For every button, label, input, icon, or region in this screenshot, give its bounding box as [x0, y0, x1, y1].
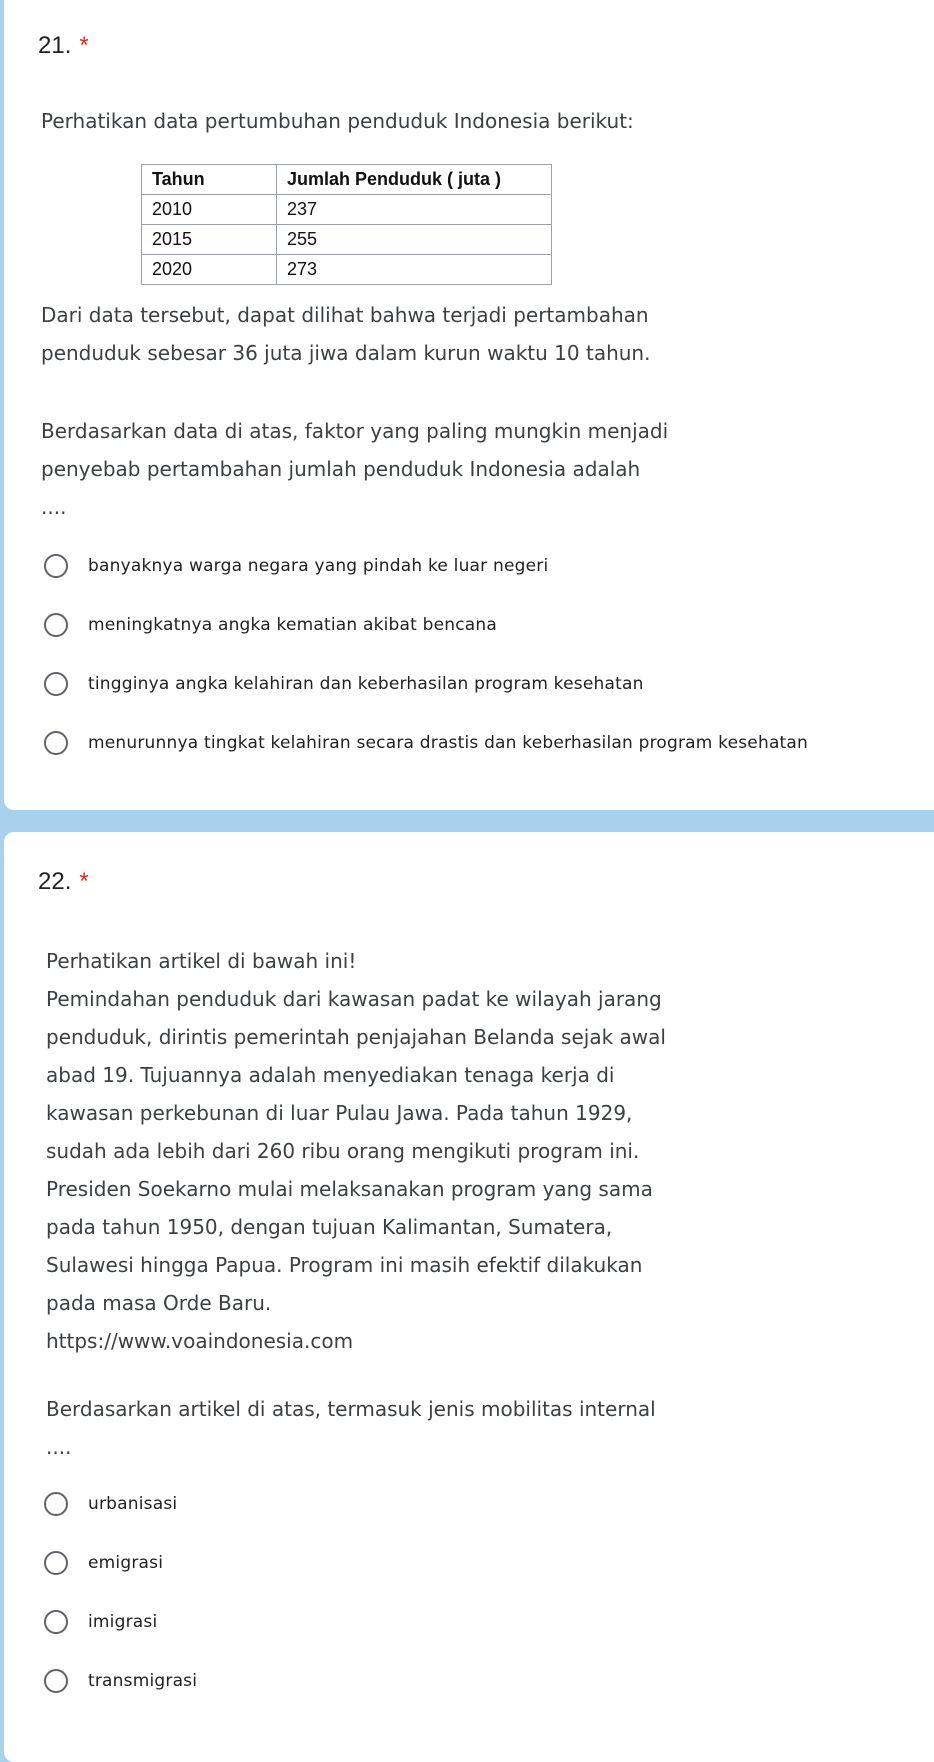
question-21-intro: Perhatikan data pertumbuhan penduduk Indonesia berikut:: [41, 109, 634, 133]
question-22-title: [38, 868, 89, 896]
table-header-row: [142, 165, 552, 195]
option-4[interactable]: [40, 723, 808, 763]
option-label: banyaknya warga negara yang pindah ke luar negeri: [88, 556, 549, 576]
table-cell: 273: [277, 255, 552, 285]
option-label: menurunnya tingkat kelahiran secara drastis dan keberhasilan program kesehatan: [88, 733, 809, 753]
question-number: 22.: [38, 868, 72, 895]
table-row: [142, 255, 552, 285]
option-urbanisasi[interactable]: [40, 1484, 177, 1524]
table-row: [142, 195, 552, 225]
text-line: kawasan perkebunan di luar Pulau Jawa. Pada tahun 1929,: [46, 1101, 633, 1125]
text-line: sudah ada lebih dari 260 ribu orang mengikuti program ini.: [46, 1139, 640, 1163]
option-2[interactable]: [40, 605, 497, 645]
text-line: penyebab pertambahan jumlah penduduk Indonesia adalah: [41, 457, 641, 481]
text-line: Sulawesi hingga Papua. Program ini masih efektif dilakukan: [46, 1253, 643, 1277]
option-3[interactable]: [40, 664, 644, 704]
required-asterisk: *: [79, 868, 89, 895]
text-line: pada masa Orde Baru.: [46, 1291, 272, 1315]
required-asterisk: *: [79, 32, 89, 59]
text-line: pada tahun 1950, dengan tujuan Kalimantan, Sumatera,: [46, 1215, 613, 1239]
radio-button[interactable]: [44, 1551, 68, 1575]
radio-button[interactable]: [44, 613, 68, 637]
table-header-cell: Tahun: [142, 165, 277, 195]
population-table: [141, 164, 552, 285]
option-label: tingginya angka kelahiran dan keberhasilan program kesehatan: [88, 674, 644, 694]
text-line: Pemindahan penduduk dari kawasan padat ke wilayah jarang: [46, 987, 662, 1011]
table-row: [142, 225, 552, 255]
text-line: penduduk sebesar 36 juta jiwa dalam kurun waktu 10 tahun.: [41, 341, 651, 365]
text-line: penduduk, dirintis pemerintah penjajahan Belanda sejak awal: [46, 1025, 666, 1049]
option-label: urbanisasi: [88, 1494, 178, 1514]
radio-button[interactable]: [44, 1669, 68, 1693]
radio-button[interactable]: [44, 672, 68, 696]
option-emigrasi[interactable]: [40, 1543, 163, 1583]
option-label: meningkatnya angka kematian akibat bencana: [88, 615, 498, 635]
question-number: 21.: [38, 32, 72, 59]
option-label: imigrasi: [88, 1612, 158, 1632]
question-21-paragraph-2: [41, 412, 668, 526]
table-cell: 2010: [142, 195, 277, 225]
source-link: https://www.voaindonesia.com: [46, 1329, 354, 1353]
table-header-cell: Jumlah Penduduk ( juta ): [277, 165, 552, 195]
text-line: Dari data tersebut, dapat dilihat bahwa terjadi pertambahan: [41, 303, 649, 327]
question-22-card: [4, 832, 934, 1762]
radio-button[interactable]: [44, 731, 68, 755]
text-line: Berdasarkan artikel di atas, termasuk jenis mobilitas internal: [46, 1397, 656, 1421]
option-transmigrasi[interactable]: [40, 1661, 197, 1701]
option-1[interactable]: [40, 546, 548, 586]
table-cell: 2015: [142, 225, 277, 255]
option-label: emigrasi: [88, 1553, 164, 1573]
option-label: transmigrasi: [88, 1671, 198, 1691]
text-line: ....: [41, 495, 67, 519]
question-22-prompt: [46, 1390, 656, 1466]
table-cell: 255: [277, 225, 552, 255]
text-line: ....: [46, 1435, 72, 1459]
table-cell: 237: [277, 195, 552, 225]
radio-button[interactable]: [44, 1492, 68, 1516]
question-22-article: [46, 942, 666, 1360]
radio-button[interactable]: [44, 1610, 68, 1634]
option-imigrasi[interactable]: [40, 1602, 157, 1642]
question-21-title: [38, 32, 89, 60]
radio-button[interactable]: [44, 554, 68, 578]
question-21-card: [4, 0, 934, 810]
text-line: Berdasarkan data di atas, faktor yang paling mungkin menjadi: [41, 419, 669, 443]
question-21-paragraph-1: [41, 296, 650, 372]
text-line: Presiden Soekarno mulai melaksanakan program yang sama: [46, 1177, 653, 1201]
text-line: abad 19. Tujuannya adalah menyediakan tenaga kerja di: [46, 1063, 615, 1087]
text-line: Perhatikan artikel di bawah ini!: [46, 949, 357, 973]
table-cell: 2020: [142, 255, 277, 285]
